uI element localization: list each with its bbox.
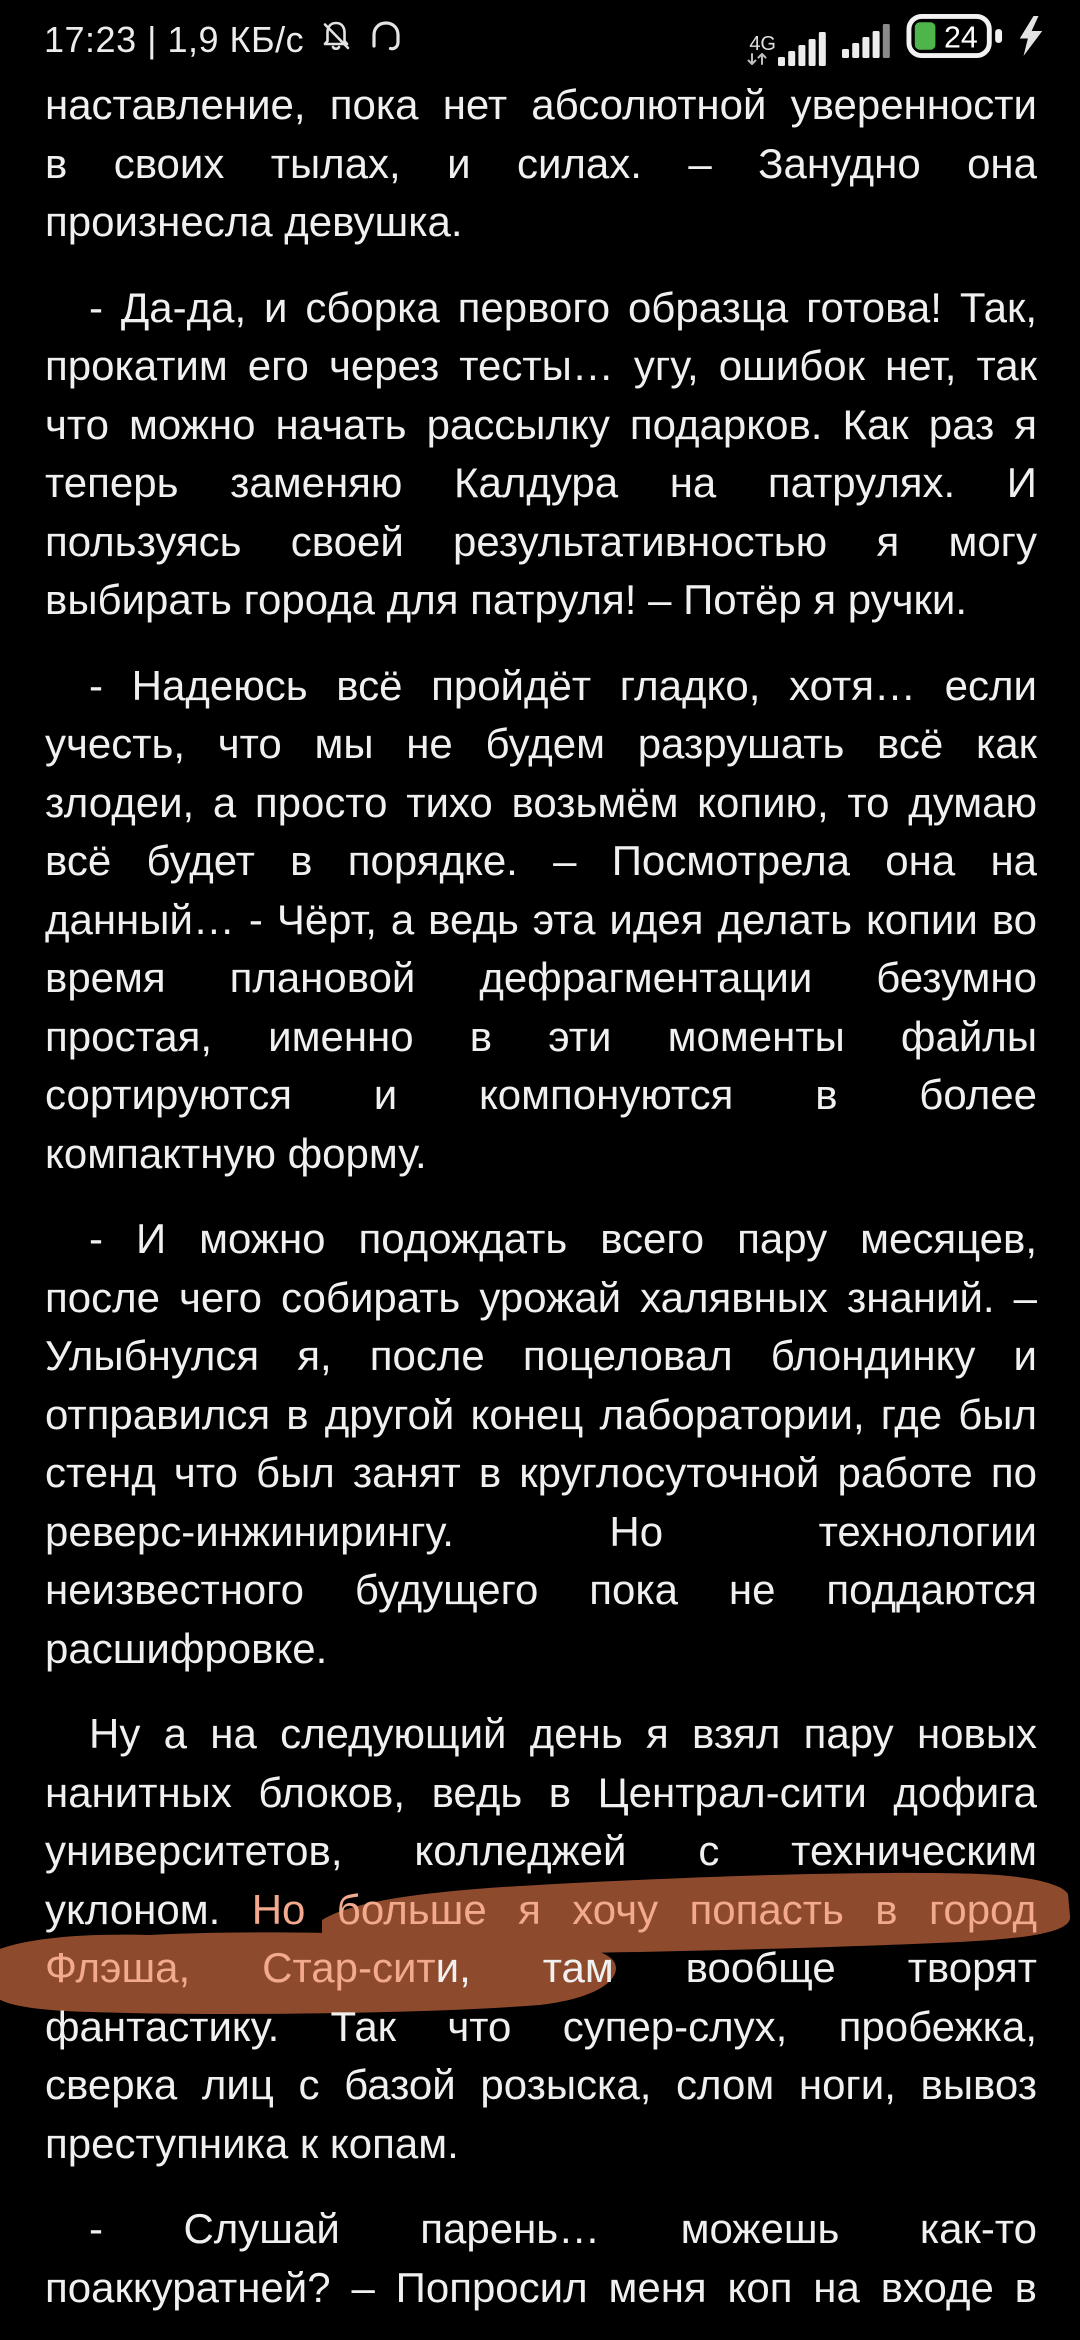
text-line bbox=[45, 2056, 1037, 2115]
text-segment: реверс-инжинирингу. Но технологии bbox=[45, 1507, 1037, 1555]
text-segment: после чего собирать урожай халявных знаний. – bbox=[45, 1273, 1037, 1321]
text-segment: отправился в другой конец лаборатории, где был bbox=[45, 1390, 1037, 1438]
text-line bbox=[45, 1008, 1037, 1067]
text-line bbox=[45, 76, 1037, 135]
text-line bbox=[45, 1125, 1037, 1184]
text-segment: выбирать города для патруля! – Потёр я ручки. bbox=[45, 576, 968, 623]
text-line bbox=[45, 1561, 1037, 1620]
text-line bbox=[45, 1764, 1037, 1823]
text-segment: фантастику. Так что супер-слух, пробежка, bbox=[45, 2002, 1037, 2050]
text-flow bbox=[45, 76, 1037, 2317]
text-line bbox=[45, 193, 1037, 252]
text-segment: преступника к копам. bbox=[45, 2119, 459, 2167]
highlighted-text[interactable]: Но больше я хочу попасть в город bbox=[251, 1885, 1037, 1933]
text-segment: простая, именно в эти моменты файлы bbox=[45, 1012, 1037, 1060]
text-segment: - Надеюсь всё пройдёт гладко, хотя… если bbox=[89, 661, 1037, 709]
text-segment: нанитных блоков, ведь в Централ-сити дофига bbox=[45, 1768, 1037, 1816]
signal-sim1-icon bbox=[747, 14, 830, 66]
text-line bbox=[45, 513, 1037, 572]
text-line bbox=[45, 396, 1037, 455]
text-segment: сортируются и компонуются в более bbox=[45, 1071, 1037, 1118]
paragraph bbox=[45, 2200, 1037, 2317]
text-line bbox=[45, 1503, 1037, 1562]
text-segment: Улыбнулся я, после поцеловал блондинку и bbox=[45, 1332, 1037, 1379]
text-line bbox=[45, 1269, 1037, 1328]
text-line bbox=[45, 1386, 1037, 1445]
text-line bbox=[45, 2115, 1037, 2174]
text-line bbox=[45, 1620, 1037, 1679]
reader-page[interactable] bbox=[0, 74, 1080, 2317]
text-segment: уклоном. bbox=[45, 1885, 252, 1933]
text-line bbox=[45, 832, 1037, 891]
text-line bbox=[45, 1327, 1037, 1386]
highlighted-text[interactable]: Флэша, Стар-сит bbox=[45, 1944, 436, 1991]
text-segment: Ну а на следующий день я взял пару новых bbox=[89, 1710, 1037, 1757]
text-segment: стенд что был занят в круглосуточной работе по bbox=[45, 1449, 1037, 1496]
text-segment: в своих тылах, и силах. – Занудно она bbox=[45, 139, 1037, 187]
status-bar bbox=[0, 0, 1080, 74]
text-segment: всё будет в порядке. – Посмотрела она на bbox=[45, 837, 1037, 884]
text-segment: - И можно подождать всего пару месяцев, bbox=[89, 1215, 1037, 1262]
clock-and-speed: 17:23 | 1,9 КБ/с bbox=[44, 19, 305, 60]
paragraph bbox=[45, 279, 1037, 630]
text-segment: пользуясь своей результативностью я могу bbox=[45, 517, 1037, 565]
network-type-label: 4G bbox=[749, 33, 776, 55]
text-line bbox=[45, 774, 1037, 833]
text-line bbox=[45, 1822, 1037, 1881]
muted-bell-icon bbox=[318, 18, 354, 63]
data-arrows-icon bbox=[747, 53, 769, 66]
text-line bbox=[45, 337, 1037, 396]
text-line bbox=[45, 454, 1037, 513]
text-segment: данный… - Чёрт, а ведь эта идея делать копии во bbox=[45, 895, 1037, 943]
text-line bbox=[45, 949, 1037, 1008]
text-segment: расшифровке. bbox=[45, 1624, 328, 1672]
text-segment: и, там вообще творят bbox=[435, 1944, 1037, 1991]
text-segment: прокатим его через тесты… угу, ошибок нет, так bbox=[45, 342, 1037, 389]
text-line bbox=[45, 279, 1037, 338]
text-line bbox=[45, 2200, 1037, 2259]
text-segment: теперь заменяю Калдура на патрулях. И bbox=[45, 459, 1037, 506]
text-line bbox=[45, 891, 1037, 950]
text-segment: злодеи, а просто тихо возьмём копию, то думаю bbox=[45, 778, 1037, 826]
paragraph bbox=[45, 1210, 1037, 1678]
text-segment: что можно начать рассылку подарков. Как раз я bbox=[45, 400, 1037, 448]
text-segment: - Да-да, и сборка первого образца готова! Так, bbox=[89, 283, 1037, 331]
headphones-icon bbox=[368, 18, 404, 63]
text-segment: неизвестного будущего пока не поддаются bbox=[45, 1566, 1037, 1613]
text-line bbox=[45, 715, 1037, 774]
paragraph bbox=[45, 76, 1037, 252]
text-line bbox=[45, 135, 1037, 194]
text-line bbox=[45, 1066, 1037, 1125]
text-segment: компактную форму. bbox=[45, 1129, 427, 1177]
text-line bbox=[45, 1705, 1037, 1764]
text-line bbox=[45, 1998, 1037, 2057]
paragraph bbox=[45, 657, 1037, 1184]
text-segment: поаккуратней? – Попросил меня коп на входе в bbox=[45, 2263, 1037, 2311]
text-segment: сверка лиц с базой розыска, слом ноги, вывоз bbox=[45, 2061, 1037, 2108]
charging-bolt-icon bbox=[1016, 15, 1046, 66]
text-line bbox=[45, 2259, 1037, 2318]
text-line bbox=[45, 657, 1037, 716]
text-line bbox=[45, 1210, 1037, 1269]
text-segment: - Слушай парень… можешь как-то bbox=[89, 2205, 1037, 2252]
battery-percent: 24 bbox=[943, 20, 978, 55]
signal-sim2-icon bbox=[842, 22, 894, 58]
battery-icon bbox=[906, 12, 1004, 69]
text-segment: произнесла девушка. bbox=[45, 198, 463, 245]
text-segment: учесть, что мы не будем разрушать всё как bbox=[45, 720, 1037, 767]
text-segment: время плановой дефрагментации безумно bbox=[45, 954, 1037, 1001]
text-line bbox=[45, 1939, 1037, 1998]
text-line bbox=[45, 1881, 1037, 1940]
text-segment: наставление, пока нет абсолютной уверенности bbox=[45, 81, 1037, 128]
text-line bbox=[45, 571, 1037, 630]
text-segment: университетов, колледжей с техническим bbox=[45, 1827, 1037, 1874]
text-line bbox=[45, 1444, 1037, 1503]
paragraph bbox=[45, 1705, 1037, 2173]
